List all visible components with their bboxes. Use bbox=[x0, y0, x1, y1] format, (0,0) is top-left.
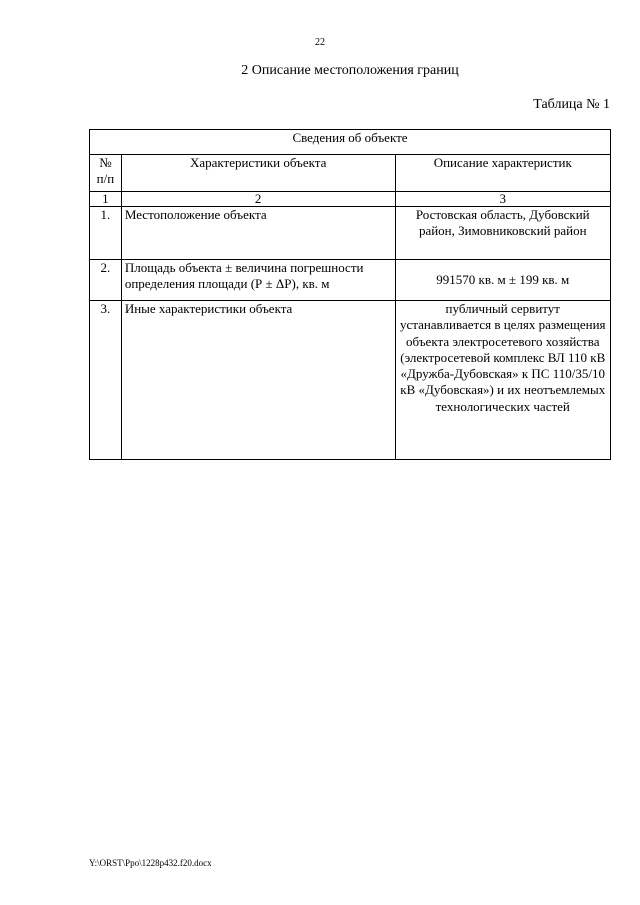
table-header-row bbox=[90, 155, 611, 192]
column-number-row bbox=[90, 192, 611, 207]
section-heading: 2 Описание местоположения границ bbox=[241, 63, 459, 78]
row-description: Ростовская область, Дубовский район, Зимовниковский район bbox=[395, 207, 610, 260]
row-description: 991570 кв. м ± 199 кв. м bbox=[395, 260, 610, 301]
column-number: 1 bbox=[90, 192, 122, 207]
table-row bbox=[90, 207, 611, 260]
row-number: 3. bbox=[90, 301, 122, 460]
table-title-row bbox=[90, 130, 611, 155]
header-characteristic: Характеристики объекта bbox=[121, 155, 395, 192]
table-title: Сведения об объекте bbox=[90, 130, 611, 155]
header-description: Описание характеристик bbox=[395, 155, 610, 192]
page-number: 22 bbox=[315, 37, 325, 48]
object-info-table bbox=[89, 129, 611, 460]
row-characteristic: Иные характеристики объекта bbox=[121, 301, 395, 460]
row-characteristic: Площадь объекта ± величина погрешности определения площади (Р ± ΔР), кв. м bbox=[121, 260, 395, 301]
table-label: Таблица № 1 bbox=[533, 97, 610, 112]
file-path-footer: Y:\ORST\Ppo\1228p432.f20.docx bbox=[89, 858, 212, 868]
header-number: № п/п bbox=[90, 155, 122, 192]
row-description: публичный сервитут устанавливается в целях размещения объекта электросетевого хозяйства (электросетевой комплекс ВЛ 110 кВ «Дружба-Дубовская» к ПС 110/35/10 кВ «Дубовская») и их неотъемлемых технологических частей bbox=[395, 301, 610, 460]
table-row bbox=[90, 301, 611, 460]
row-number: 2. bbox=[90, 260, 122, 301]
row-characteristic: Местоположение объекта bbox=[121, 207, 395, 260]
table-row bbox=[90, 260, 611, 301]
row-number: 1. bbox=[90, 207, 122, 260]
column-number: 3 bbox=[395, 192, 610, 207]
column-number: 2 bbox=[121, 192, 395, 207]
